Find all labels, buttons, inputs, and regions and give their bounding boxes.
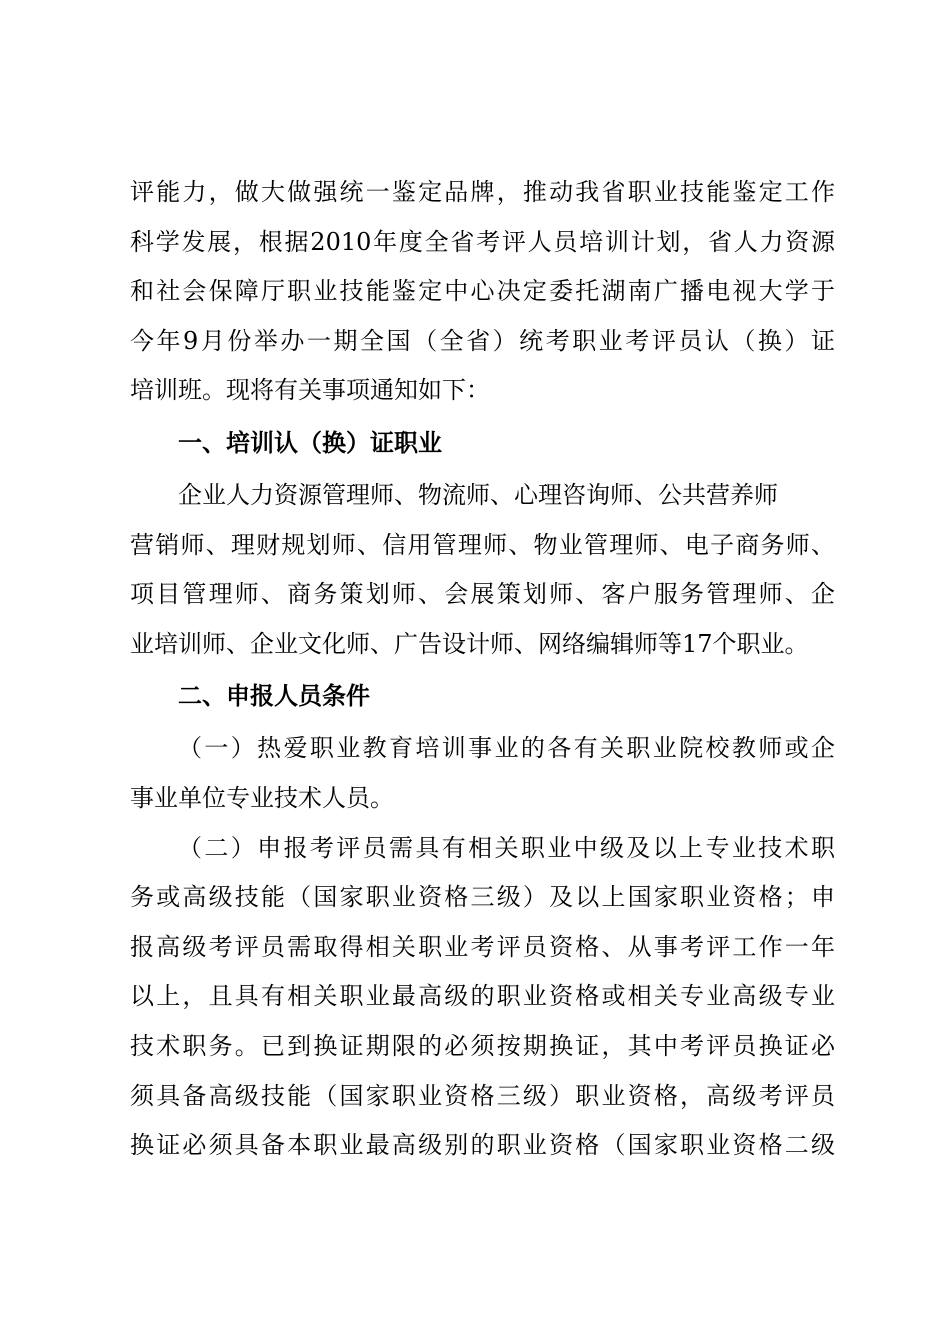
requirement-line: 务或高级技能（国家职业资格三级）及以上国家职业资格；申 [130,883,835,912]
requirement-item-2 [130,824,835,1171]
occupations-line: 项目管理师、商务策划师、会展策划师、客户服务管理师、企 [130,580,835,609]
section-heading-occupations: 一、培训认（换）证职业 [178,428,442,457]
intro-line: 今年9月份举办一期全国（全省）统考职业考评员认（换）证 [130,326,835,355]
requirement-line: 报高级考评员需取得相关职业考评员资格、从事考评工作一年 [130,932,835,961]
requirement-line: 技术职务。已到换证期限的必须按期换证，其中考评员换证必 [130,1031,835,1060]
requirement-line: （二）申报考评员需具有相关职业中级及以上专业技术职 [178,833,835,862]
occupations-line: 企业人力资源管理师、物流师、心理咨询师、公共营养师 [178,480,778,509]
section-heading-requirements: 二、申报人员条件 [178,682,370,711]
intro-line: 科学发展，根据2010年度全省考评人员培训计划，省人力资源 [130,227,835,256]
occupations-line: 业培训师、企业文化师、广告设计师、网络编辑师等17个职业。 [130,629,809,658]
occupations-paragraph [130,471,835,669]
occupations-line: 营销师、理财规划师、信用管理师、物业管理师、电子商务师、 [130,530,835,559]
requirement-line: 以上，且具有相关职业最高级的职业资格或相关专业高级专业 [130,982,835,1011]
intro-line: 培训班。现将有关事项通知如下： [130,376,490,405]
requirement-line: （一）热爱职业教育培训事业的各有关职业院校教师或企 [178,734,835,763]
requirement-line: 须具备高级技能（国家职业资格三级）职业资格，高级考评员 [130,1081,835,1110]
document-body [130,168,835,1171]
requirement-line: 事业单位专业技术人员。 [130,783,394,812]
requirement-item-1 [130,724,835,823]
intro-paragraph [130,168,835,416]
intro-line: 评能力，做大做强统一鉴定品牌，推动我省职业技能鉴定工作 [130,178,835,206]
requirement-line: 换证必须具备本职业最高级别的职业资格（国家职业资格二级 [130,1131,835,1160]
intro-line: 和社会保障厅职业技能鉴定中心决定委托湖南广播电视大学于 [130,277,835,306]
